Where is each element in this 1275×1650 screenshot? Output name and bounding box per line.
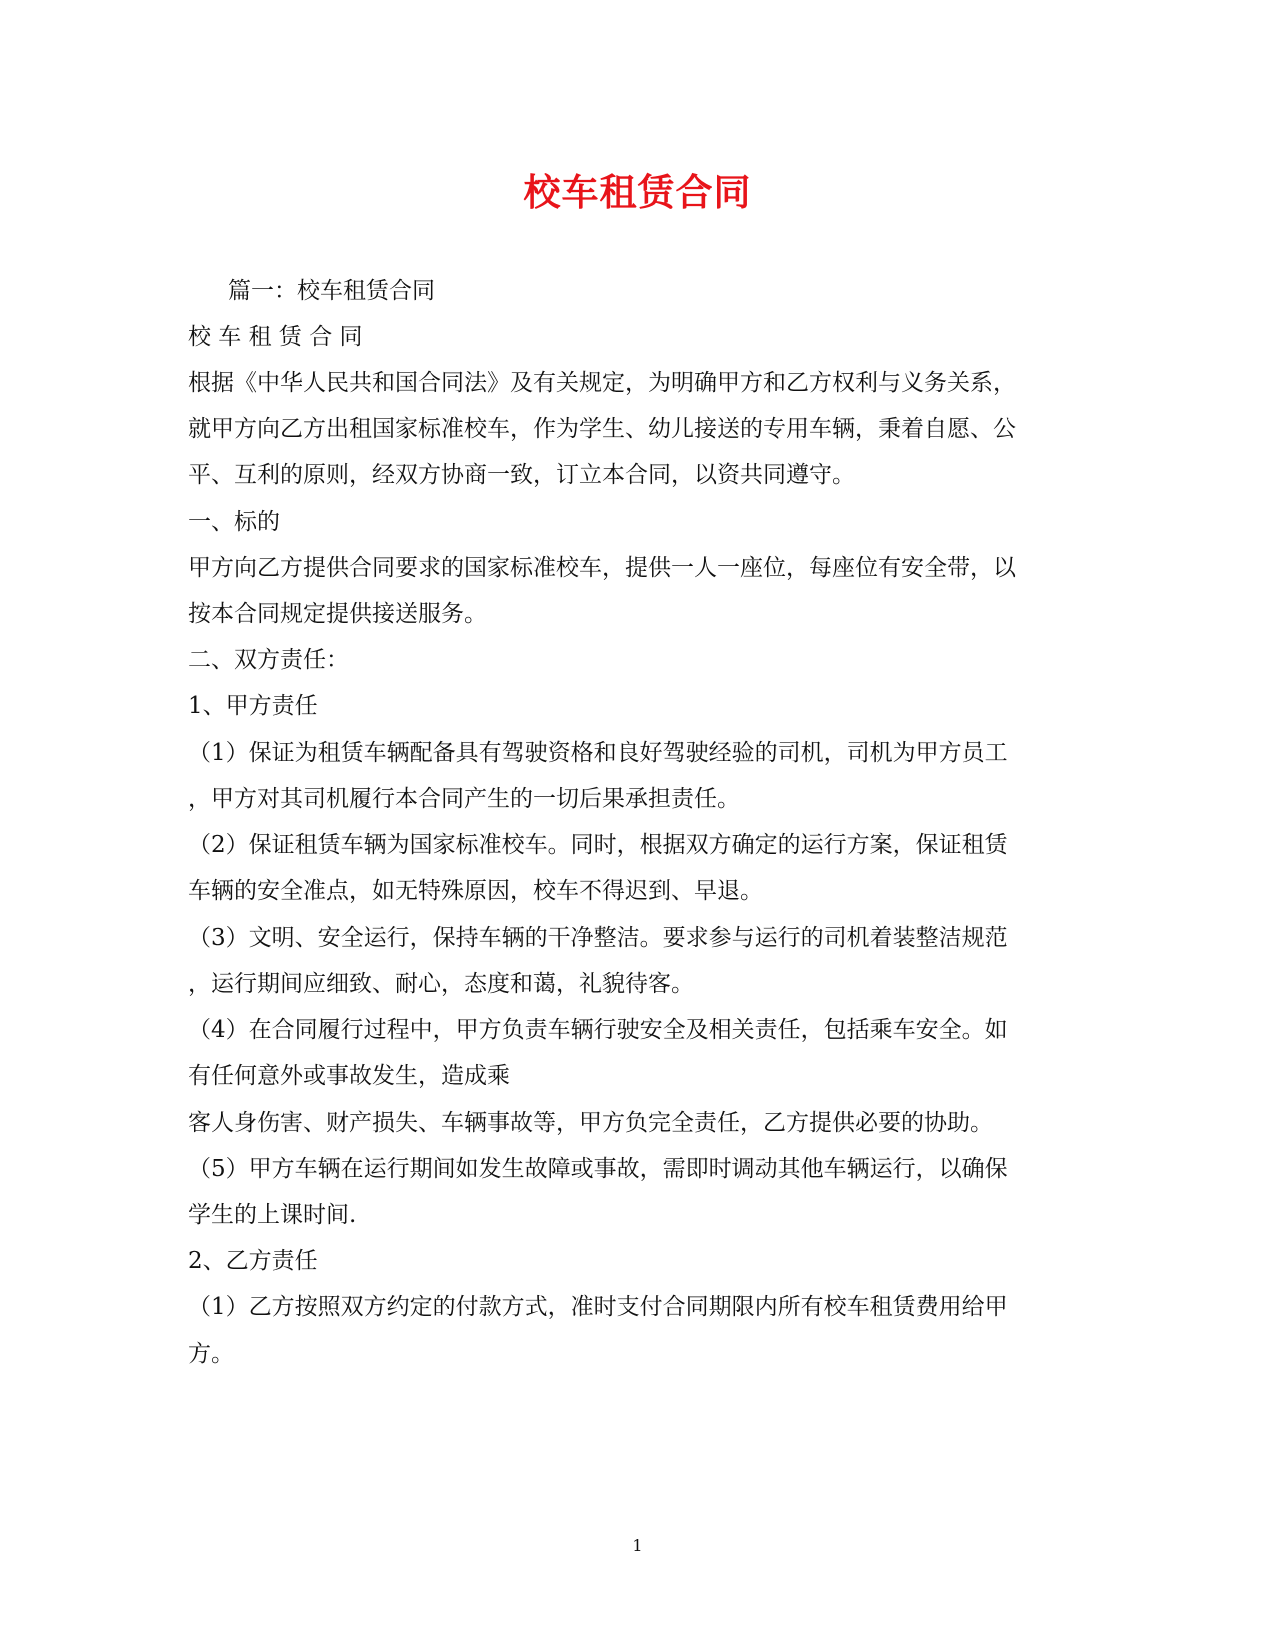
paragraph-line: 甲方向乙方提供合同要求的国家标准校车，提供一人一座位，每座位有安全带，以 — [188, 555, 1016, 581]
paragraph-line: （2）保证租赁车辆为国家标准校车。同时，根据双方确定的运行方案，保证租赁 — [188, 832, 1008, 858]
paragraph-line: ，运行期间应细致、耐心，态度和蔼，礼貌待客。 — [188, 971, 694, 997]
paragraph-line: 车辆的安全准点，如无特殊原因，校车不得迟到、早退。 — [188, 878, 763, 904]
paragraph-line: 根据《中华人民共和国合同法》及有关规定，为明确甲方和乙方权利与义务关系， — [188, 370, 1016, 396]
section-heading: 篇一：校车租赁合同 — [228, 278, 435, 304]
contract-heading: 校 车 租 赁 合 同 — [188, 324, 363, 350]
paragraph-line: （3）文明、安全运行，保持车辆的干净整洁。要求参与运行的司机着装整洁规范 — [188, 925, 1008, 951]
page-number: 1 — [632, 1536, 643, 1555]
paragraph-line: ，甲方对其司机履行本合同产生的一切后果承担责任。 — [188, 786, 740, 812]
document-title: 校车租赁合同 — [523, 170, 752, 214]
clause-heading: 一、标的 — [188, 509, 280, 535]
paragraph-line: （1）保证为租赁车辆配备具有驾驶资格和良好驾驶经验的司机，司机为甲方员工 — [188, 740, 1008, 766]
paragraph-line: 按本合同规定提供接送服务。 — [188, 601, 487, 627]
paragraph-line: （1）乙方按照双方约定的付款方式，准时支付合同期限内所有校车租赁费用给甲 — [188, 1294, 1008, 1320]
paragraph-line: 学生的上课时间. — [188, 1202, 357, 1228]
paragraph-line: （5）甲方车辆在运行期间如发生故障或事故，需即时调动其他车辆运行，以确保 — [188, 1156, 1008, 1182]
clause-heading: 二、双方责任： — [188, 647, 349, 673]
paragraph-line: （4）在合同履行过程中，甲方负责车辆行驶安全及相关责任，包括乘车安全。如 — [188, 1017, 1008, 1043]
paragraph-line: 有任何意外或事故发生，造成乘 — [188, 1063, 510, 1089]
paragraph-line: 就甲方向乙方出租国家标准校车，作为学生、幼儿接送的专用车辆，秉着自愿、公 — [188, 416, 1016, 442]
sub-clause-heading: 1、甲方责任 — [188, 693, 318, 719]
sub-clause-heading: 2、乙方责任 — [188, 1248, 318, 1274]
paragraph-line: 方。 — [188, 1341, 234, 1367]
paragraph-line: 客人身伤害、财产损失、车辆事故等，甲方负完全责任，乙方提供必要的协助。 — [188, 1110, 993, 1136]
paragraph-line: 平、互利的原则，经双方协商一致，订立本合同，以资共同遵守。 — [188, 462, 855, 488]
